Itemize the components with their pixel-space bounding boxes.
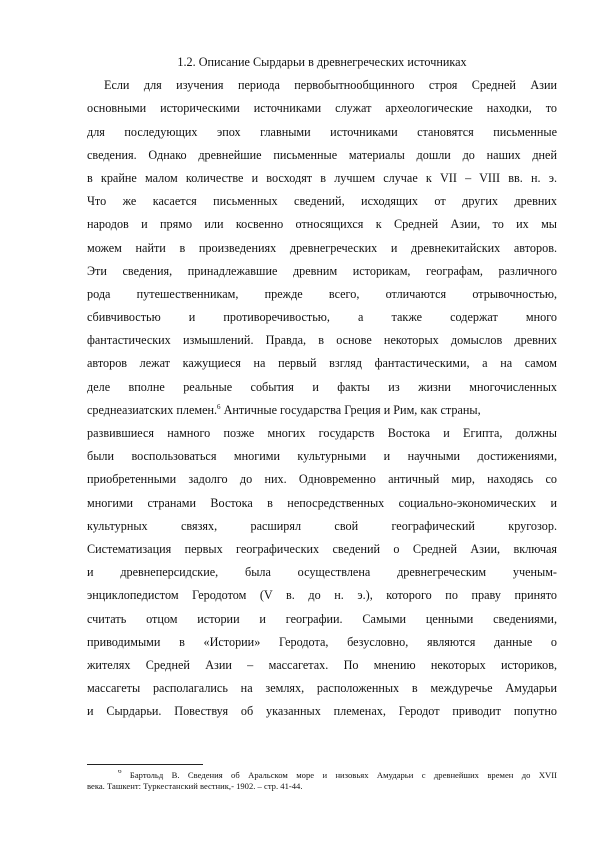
text-fragment: среднеазиатских племен. [87,402,218,417]
footnote [87,770,557,791]
text-line: многими странами Востока в непосредственных социально-экономических и [87,495,557,510]
footnote-line [87,770,557,781]
text-line: сбивчивостью и противоречивостью, а также содержат много [87,310,557,325]
text-line: Что же касается письменных сведений, исходящих от других древних [87,194,557,209]
text-line: развившиеся намного позже многих государств Востока и Египта, должны [87,426,557,441]
text-line-with-footnote [87,399,557,422]
text-line: для последующих эпох главными источниками становятся письменные [87,124,557,139]
text-line: приводимыми в «Истории» Геродота, безусловно, являются данные о [87,634,557,649]
footnote-line: века. Ташкент: Туркестанский вестник,- 1902. – стр. 41-44. [87,780,303,791]
text-line: жителях Средней Азии – массагетах. По мнению некоторых историков, [87,657,557,672]
text-line: авторов лежат кажущиеся на первый взгляд фантастическими, а на самом [87,356,557,371]
footnote-reference: 6 [217,402,221,411]
text-line: деле вполне реальные события и факты из жизни многочисленных [87,379,557,394]
text-line: Если для изучения периода первобытнообщинного строя Средней Азии [104,78,557,93]
text-fragment: Античные государства Греция и Рим, как страны, [220,402,481,417]
footnote-text: Бартольд В. Сведения об Аральском море и низовьях Амударьи с древнейших времен до XVII [129,770,557,780]
text-line: Эти сведения, принадлежавшие древним историкам, географам, различного [87,263,557,278]
text-line: народов и прямо или косвенно относящихся к Средней Азии, то их мы [87,217,557,232]
text-line: культурных связях, расширял свой географический кругозор. [87,518,557,533]
text-line: считать отцом истории и географии. Самыми ценными сведениями, [87,611,557,626]
text-line: сведения. Однако древнейшие письменные материалы дошли до наших дней [87,147,557,162]
page-body [87,51,557,723]
section-heading: 1.2. Описание Сырдарьи в древнегреческих источниках [177,55,467,69]
footnote-divider [87,764,203,765]
text-line: и древнеперсидские, была осуществлена древнегреческим ученым- [87,565,557,580]
text-line: Систематизация первых географических сведений о Средней Азии, включая [87,541,557,556]
text-line: массагеты располагались на землях, расположенных в междуречье Амударьи [87,681,557,696]
text-line: и Сырдарьи. Повествуя об указанных племенах, Геродот приводит попутно [87,704,557,719]
text-line: приобретенными задолго до них. Одновременно античный мир, находясь со [87,472,557,487]
text-line: в крайне малом количестве и восходят в лучшем случае к VII – VIII вв. н. э. [87,170,557,185]
text-line: энциклопедистом Геродотом (V в. до н. э.), которого по праву принято [87,588,557,603]
text-line: основными историческими источниками служат археологические находки, то [87,101,557,116]
text-line: можем найти в произведениях древнегреческих и древнекитайских авторов. [87,240,557,255]
paragraph [87,74,557,723]
text-line: фантастических измышлений. Правда, в основе некоторых домыслов древних [87,333,557,348]
text-line: рода путешественникам, прежде всего, отличаются отрывочностью, [87,286,557,301]
text-line: были воспользоваться многими культурными и научными достижениями, [87,449,557,464]
footnote-marker: 6 [118,770,122,775]
